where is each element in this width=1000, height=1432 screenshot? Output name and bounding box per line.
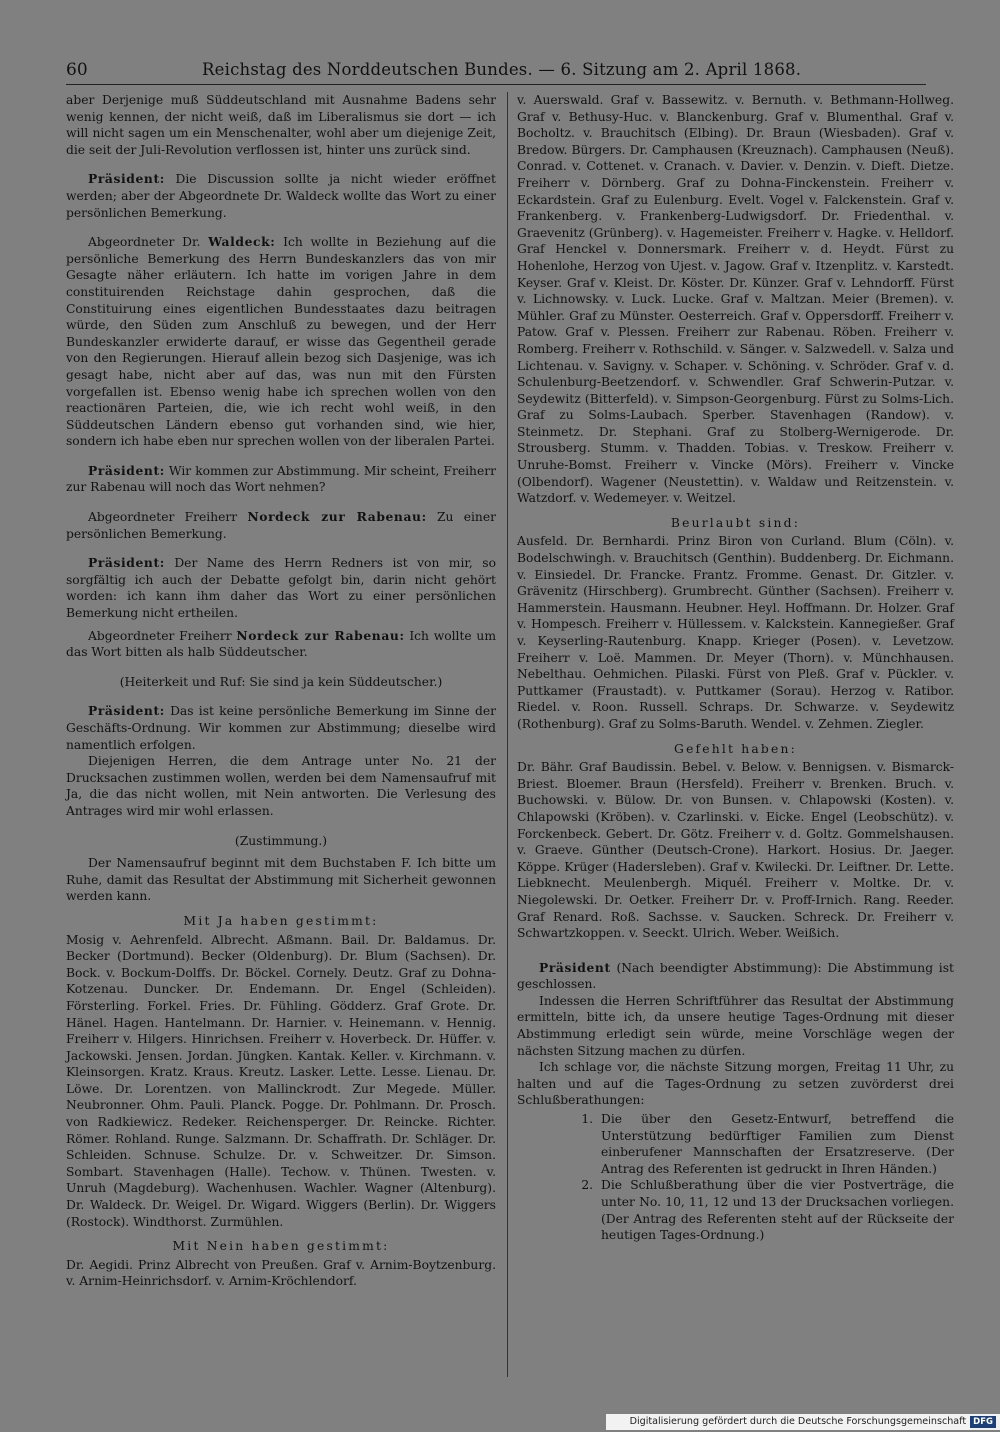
speech-text: Die Discussion sollte ja nicht wieder eröffnet werden; aber der Abgeordnete Dr. Waldeck wollte das Wort zu einer persönlichen Bemerkung. — [66, 172, 496, 220]
footer-credit: Digitalisierung gefördert durch die Deutsche Forschungsgemeinschaft — [629, 1416, 967, 1427]
paragraph: Diejenigen Herren, die dem Antrage unter No. 21 der Drucksachen zustimmen wollen, werden bei dem Namensaufruf mit Ja, die das nicht wollen, mit Nein antworten. Die Verlesung des Antrages wird mir wohl erlassen. — [66, 754, 496, 818]
paragraph-praesident — [66, 171, 496, 221]
paragraph-praesident — [517, 960, 954, 993]
paragraph-nordeck — [66, 509, 496, 542]
paragraph-praesident — [66, 703, 496, 753]
left-column — [66, 92, 496, 1290]
speaker-name: Nordeck zur Rabenau: — [236, 627, 405, 643]
name-list-beurlaubt: Ausfeld. Dr. Bernhardi. Prinz Biron von Curland. Blum (Cöln). v. Bodelschwingh. v. Brauchitsch (Genthin). Buddenberg. Dr. Eichmann. v. Einsiedel. Dr. Francke. Frantz. Fromme. Genast. Dr. Gitzler. v. Grävenitz (Hirschberg). Grumbrecht. Günther (Sachsen). Freiherr v. Hammerstein. Hausmann. Heubner. Heyl. Hoffmann. Dr. Holzer. Graf v. Hompesch. Freiherr v. Hüllessem. v. Kalckstein. Kannegießer. Graf v. Keyserling-Rautenburg. Knapp. Krieger (Posen). v. Levetzow. Freiherr v. Loë. Mammen. Dr. Meyer (Thorn). v. Münchhausen. Nebelthau. Oehmichen. Pilaski. Fürst von Pleß. Graf v. Pückler. v. Puttkamer (Fraustadt). v. Puttkamer (Sorau). Herzog v. Ratibor. Riedel. v. Roon. Russell. Schraps. Dr. Schwarze. v. Seydewitz (Rothenburg). Graf zu Solms-Baruth. Wendel. v. Zehmen. Ziegler. — [517, 534, 954, 731]
vote-heading-ja: Mit Ja haben gestimmt: — [183, 913, 379, 928]
paragraph: aber Derjenige muß Süddeutschland mit Ausnahme Badens sehr wenig kennen, der nicht weiß, daß im Liberalismus sie dort — ich will nicht sagen um ein Menschenalter, wohl aber um diejenige Zeit, die seit der Juli-Revolution verflossen ist, hinter uns zurück sind. — [66, 93, 496, 157]
paragraph: Ich schlage vor, die nächste Sitzung morgen, Freitag 11 Uhr, zu halten und auf die Tages-Ordnung zu setzen zuvörderst drei Schlußberathungen: — [517, 1060, 954, 1108]
speaker-intro: Abgeordneter Dr. — [88, 235, 209, 250]
speaker-name: Nordeck zur Rabenau: — [247, 509, 427, 525]
speaker-name: Präsident: — [88, 462, 165, 478]
name-list-ja: Mosig v. Aehrenfeld. Albrecht. Aßmann. Bail. Dr. Baldamus. Dr. Becker (Dortmund). Becker (Oldenburg). Dr. Blum (Sachsen). Dr. Bock. v. Bockum-Dolffs. Dr. Böckel. Cornely. Deutz. Graf zu Dohna-Kotzenau. Duncker. Dr. Endemann. Dr. Engel (Schleiden). Försterling. Forkel. Fries. Dr. Fühling. Gödderz. Graf Grote. Dr. Hänel. Hagen. Hantelmann. Dr. Harnier. v. Heinemann. v. Hennig. Freiherr v. Hilgers. Hinrichsen. Freiherr v. Hoverbeck. Dr. Hüffer. v. Jackowski. Jensen. Jordan. Jüngken. Kantak. Keller. v. Kirchmann. v. Kleinsorgen. Kratz. Kraus. Kreutz. Lasker. Lette. Lesse. Lienau. Dr. Löwe. Dr. Lorentzen. von Mallinckrodt. Zur Megede. Müller. Neubronner. Ohm. Pauli. Planck. Pogge. Dr. Pohlmann. Dr. Prosch. von Radkiewicz. Redeker. Reichensperger. Dr. Reincke. Richter. Römer. Rohland. Runge. Salzmann. Dr. Schaffrath. Dr. Schläger. Dr. Schleiden. Schnuse. Schulze. Dr. v. Schweitzer. Dr. Simson. Sombart. Stavenhagen (Halle). Techow. v. Thünen. Twesten. v. Unruh (Magdeburg). Wachenhusen. Wachler. Wagner (Altenburg). Dr. Waldeck. Dr. Weigel. Dr. Wigard. Wiggers (Berlin). Dr. Wiggers (Rostock). Windthorst. Zurmühlen. — [66, 932, 496, 1229]
speaker-intro: Abgeordneter Freiherr — [88, 628, 237, 643]
paragraph: Indessen die Herren Schriftführer das Resultat der Abstimmung ermitteln, bitte ich, da unsere heutige Tages-Ordnung mit dieser Abstimmung erledigt sein würde, meine Vorschläge wegen der nächsten Sitzung machen zu dürfen. — [517, 993, 954, 1058]
speech-text: Der Name des Herrn Redners ist von mir, so sorgfältig ich auch der Debatte gefolgt bin, darin nicht gehört worden: ich kann ihm daher das Wort zu einer persönlichen Bemerkung nicht ertheilen. — [66, 556, 496, 621]
paragraph-praesident — [66, 555, 496, 621]
paragraph: Der Namensaufruf beginnt mit dem Buchstaben F. Ich bitte um Ruhe, damit das Resultat der Abstimmung mit Sicherheit gewonnen werden kann. — [66, 856, 496, 904]
vote-heading-nein: Mit Nein haben gestimmt: — [172, 1239, 390, 1254]
interjection: (Heiterkeit und Ruf: Sie sind ja kein Süddeutscher.) — [119, 674, 443, 689]
agenda-item: 1. Die über den Gesetz-Entwurf, betreffend die Unterstützung bedürftiger Familien zum Dienst einberufener Mannschaften der Ersatzreserve. (Der Antrag des Referenten ist gedruckt in Ihren Händen.) — [597, 1111, 954, 1177]
agenda-list — [517, 1111, 954, 1244]
page-header — [66, 58, 926, 85]
speaker-intro: Abgeordneter Freiherr — [88, 510, 248, 525]
speaker-name: Präsident: — [88, 555, 165, 571]
speaker-name: Waldeck: — [208, 234, 276, 250]
speech-text: Ich wollte um das Wort bitten als halb Süddeutscher. — [66, 628, 497, 660]
name-list-gefehlt: Dr. Bähr. Graf Baudissin. Bebel. v. Below. v. Bennigsen. v. Bismarck-Briest. Bloemer. Braun (Hersfeld). Freiherr v. Brenken. Bruch. v. Buchowski. v. Bülow. Dr. von Bunsen. v. Chlapowski (Kosten). v. Chlapowski (Kröben). v. Czarlinski. v. Eicke. Engel (Leobschütz). v. Forckenbeck. Gebert. Dr. Götz. Freiherr v. d. Goltz. Gommelshausen. v. Graeve. Günther (Deutsch-Crone). Harkort. Hosius. Dr. Jaeger. Köppe. Krüger (Hadersleben). Graf v. Kwilecki. Dr. Leiftner. Dr. Lette. Liebknecht. Meulenbergh. Miquél. Freiherr v. Moltke. Dr. v. Niegolewski. Dr. Oetker. Freiherr Dr. v. Proff-Irnich. Rang. Reeder. Graf Renard. Roß. Sachsse. v. Saucken. Schreck. Dr. Freiherr v. Schwartzkoppen. v. Seeckt. Ulrich. Weber. Weißich. — [517, 760, 954, 941]
speech-text: Wir kommen zur Abstimmung. Mir scheint, Freiherr zur Rabenau will noch das Wort nehmen? — [66, 463, 496, 495]
column-divider — [507, 92, 508, 1377]
speech-text: Zu einer persönlichen Bemerkung. — [66, 510, 496, 541]
heading-gefehlt: Gefehlt haben: — [674, 741, 797, 756]
speech-text: Das ist keine persönliche Bemerkung im Sinne der Geschäfts-Ordnung. Wir kommen zur Abstimmung; dieselbe wird namentlich erfolgen. — [66, 704, 496, 752]
heading-beurlaubt: Beurlaubt sind: — [670, 515, 801, 530]
speaker-name: Präsident — [539, 959, 611, 975]
interjection: (Zustimmung.) — [234, 833, 328, 848]
dfg-logo: DFG — [970, 1416, 996, 1428]
footer-bar — [606, 1414, 1000, 1430]
page-number: 60 — [66, 60, 88, 80]
right-column — [517, 92, 954, 1244]
agenda-item: 2. Die Schlußberathung über die vier Postverträge, die unter No. 10, 11, 12 und 13 der Drucksachen vorliegen. (Der Antrag des Referenten steht auf der Rückseite der heutigen Tages-Ordnung.) — [597, 1177, 954, 1243]
paragraph-waldeck — [66, 234, 496, 450]
paragraph-nordeck — [66, 628, 496, 661]
speaker-name: Präsident: — [88, 171, 165, 187]
paragraph-praesident — [66, 463, 496, 496]
speaker-name: Präsident: — [88, 703, 165, 719]
name-list-nein: Dr. Aegidi. Prinz Albrecht von Preußen. Graf v. Arnim-Boytzenburg. v. Arnim-Heinrichsdorf. v. Arnim-Kröchlendorf. — [66, 1257, 496, 1289]
name-list-nein-continued: v. Auerswald. Graf v. Bassewitz. v. Bernuth. v. Bethmann-Hollweg. Graf v. Bethusy-Huc. v. Blanckenburg. Graf v. Blumenthal. Graf v. Bocholtz. v. Brauchitsch (Elbing). Dr. Braun (Wiesbaden). Graf v. Bredow. Bürgers. Dr. Camphausen (Kreuznach). Camphausen (Neuß). Conrad. v. Cottenet. v. Cranach. v. Davier. v. Denzin. v. Dieft. Dietze. Freiherr v. Dörnberg. Graf zu Dohna-Finckenstein. Freiherr v. Eckardstein. Graf zu Eulenburg. Evelt. Vogel v. Falckenstein. Graf v. Frankenberg. v. Frankenberg-Ludwigsdorf. Dr. Friedenthal. v. Graevenitz (Grünberg). v. Hagemeister. Freiherr v. Hagke. v. Helldorf. Graf Henckel v. Donnersmark. Freiherr v. d. Heydt. Fürst zu Hohenlohe, Herzog von Ujest. v. Jagow. Graf v. Itzenplitz. v. Karstedt. Keyser. Graf v. Kleist. Dr. Köster. Dr. Künzer. Graf v. Lehndorff. Fürst v. Lichnowsky. v. Luck. Lucke. Graf v. Maltzan. Meier (Bremen). v. Mühler. Graf zu Münster. Oesterreich. Graf v. Oppersdorff. Freiherr v. Patow. Graf v. Plessen. Freiherr zur Rabenau. Röben. Freiherr v. Romberg. Freiherr v. Rothschild. v. Sänger. v. Salzwedell. v. Salza und Lichtenau. v. Savigny. v. Schaper. v. Schöning. v. Schröder. Graf v. d. Schulenburg-Beetzendorf. v. Schwendler. Graf Schwerin-Putzar. v. Seydewitz (Bitterfeld). v. Simpson-Georgenburg. Fürst zu Solms-Lich. Graf zu Solms-Laubach. Sperber. Stavenhagen (Randow). v. Steinmetz. Dr. Stephani. Graf zu Stolberg-Wernigerode. Dr. Strousberg. Stumm. v. Thadden. Tobias. v. Treskow. Freiherr v. Unruhe-Bomst. Freiherr v. Vincke (Mörs). Freiherr v. Vincke (Olbendorf). Wagener (Neustettin). v. Waldaw und Reitzenstein. v. Watzdorf. v. Wedemeyer. v. Weitzel. — [517, 93, 954, 506]
running-head: Reichstag des Norddeutschen Bundes. — 6. Sitzung am 2. April 1868. — [202, 60, 802, 79]
speech-text: (Nach beendigter Abstimmung): Die Abstimmung ist geschlossen. — [517, 960, 954, 992]
speech-text: Ich wollte in Beziehung auf die persönliche Bemerkung des Herrn Bundeskanzlers das von mir Gesagte näher erläutern. Ich hatte im vorigen Jahre in dem constituirenden Reichstage dahin gesprochen, daß die Constituirung eines eigentlichen Bundesstaates dazu beitragen würde, den Süden zum Anschluß zu bewegen, und der Herr Bundeskanzler erwiderte darauf, er wisse das Gegentheil gerade von den Regierungen. Hierauf allein bezog sich Dasjenige, was ich gesagt habe, nicht aber auf das, was nun mit den Fürsten vorgefallen ist. Ebenso wenig habe ich sprechen wollen von den reactionären Parteien, die, wie ich recht wohl weiß, in den Süddeutschen Ländern ebenso gut vorhanden sind, wie hier, sondern ich habe eben nur sprechen wollen von der liberalen Partei. — [66, 235, 496, 449]
